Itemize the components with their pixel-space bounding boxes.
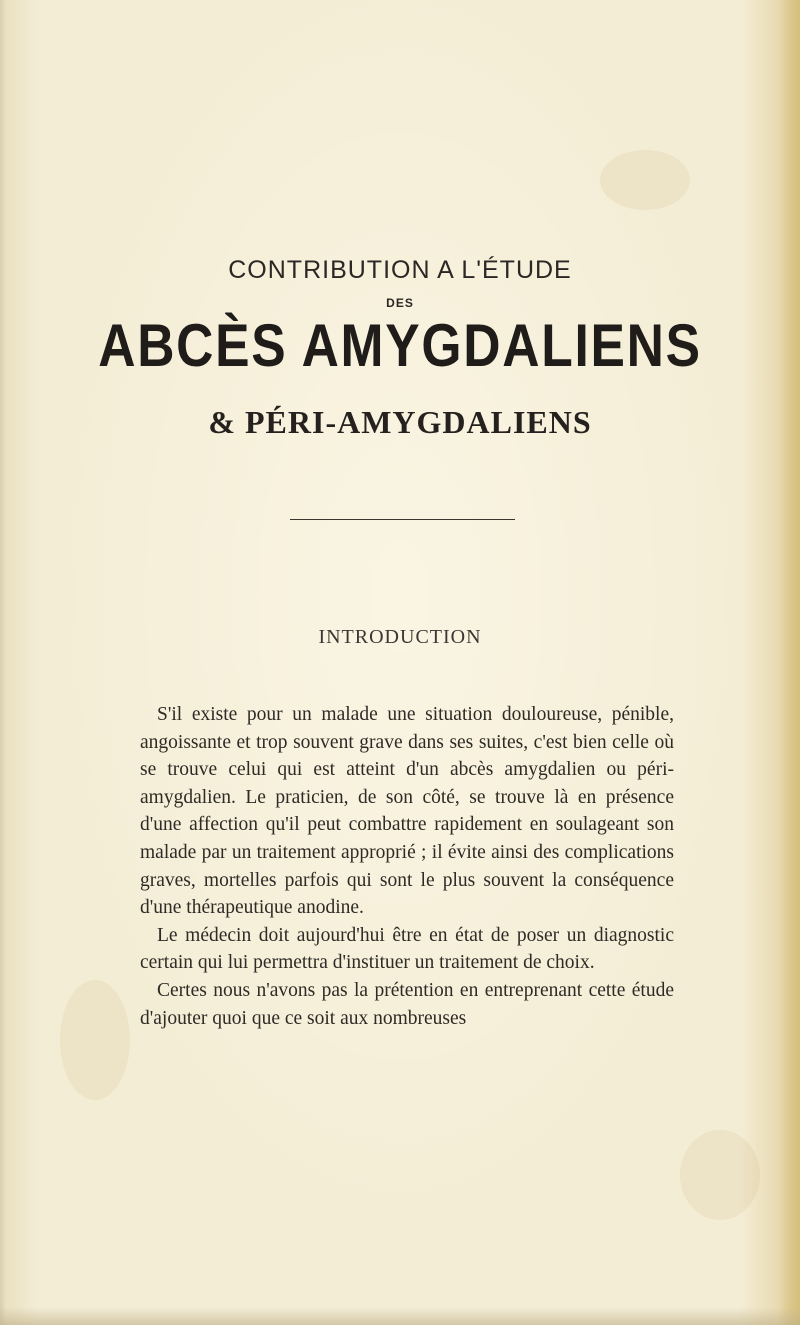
paper-stain [60,980,130,1100]
subtitle: & PÉRI-AMYGDALIENS [208,404,592,440]
page-left-shadow [0,0,6,1325]
paragraph-1: S'il existe pour un malade une situation douloureuse, pénible, angoissante et trop souvent grave dans ses suites, c'est bien celle où se trouve celui qui est atteint d'un abcès amygdalien ou péri-amygdalien. Le praticien, de son côté, se trouve là en présence d'une affection qu'il peut combattre rapidement en soulageant son malade par un traitement approprié ; il évite ainsi des complications graves, mortelles parfois qui sont le plus souvent la conséquence d'une thérapeutique anodine. [140,704,674,919]
title-line-2: DES [386,296,414,310]
page-right-edge [778,0,800,1325]
paragraph-2: Le médecin doit aujourd'hui être en état de poser un diagnostic certain qui lui permettra d'instituer un traitement de choix. [140,924,674,974]
title-line-1: CONTRIBUTION A L'ÉTUDE [228,256,572,284]
paragraph-3: Certes nous n'avons pas la prétention en entreprenant cette étude d'ajouter quoi que ce soit aux nombreuses [140,979,674,1029]
paper-stain [680,1130,760,1220]
body-text [140,701,674,1032]
page-bottom-edge [0,1307,800,1325]
section-heading: INTRODUCTION [318,626,482,648]
title-divider [290,519,515,520]
main-title: ABCÈS AMYGDALIENS [98,312,702,379]
paper-stain [600,150,690,210]
